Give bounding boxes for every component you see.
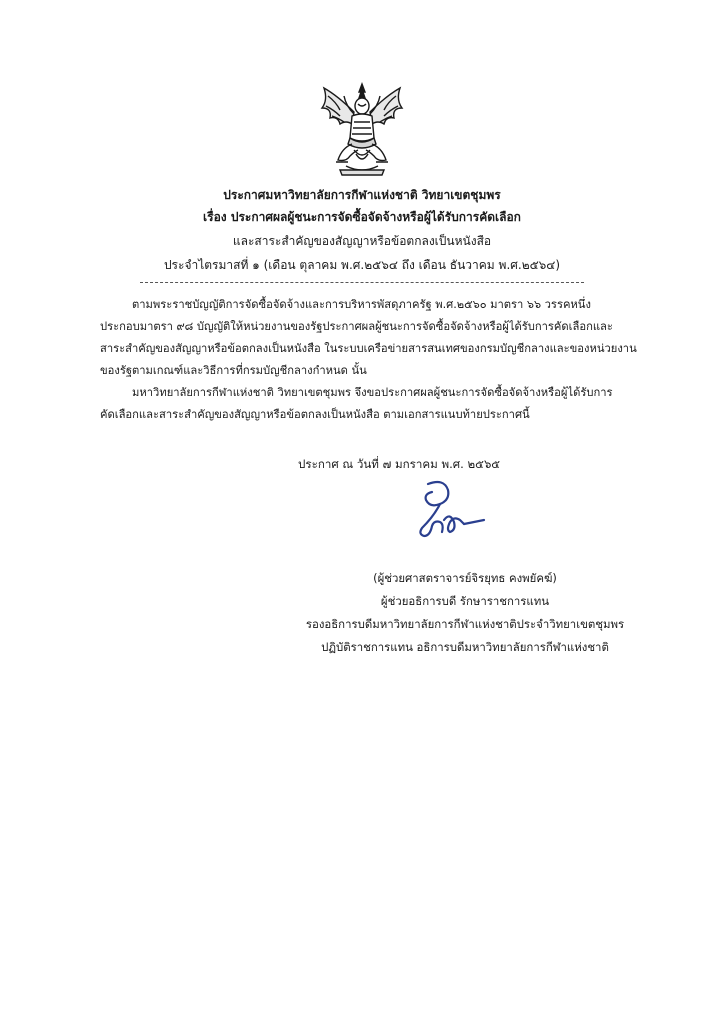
paragraph-line: คัดเลือกและสาระสำคัญของสัญญาหรือข้อตกลงเป็นหนังสือ ตามเอกสารแนบท้ายประกาศนี้ (100, 408, 530, 421)
signatory-title-2: รองอธิการบดีมหาวิทยาลัยการกีฬาแห่งชาติประจำวิทยาเขตชุมพร (305, 617, 625, 631)
announcement-title: ประกาศมหาวิทยาลัยการกีฬาแห่งชาติ วิทยาเขตชุมพร (223, 188, 501, 202)
announcement-subject: เรื่อง ประกาศผลผู้ชนะการจัดซื้อจัดจ้างหรือผู้ได้รับการคัดเลือก (203, 210, 521, 224)
signatory-title-3: ปฏิบัติราชการแทน อธิการบดีมหาวิทยาลัยการกีฬาแห่งชาติ (321, 640, 609, 654)
handwritten-signature (400, 476, 500, 544)
paragraph-line: สาระสำคัญของสัญญาหรือข้อตกลงเป็นหนังสือ ในระบบเครือข่ายสารสนเทศของกรมบัญชีกลางและของหน่วยงาน (100, 342, 637, 355)
announcement-quarter: ประจำไตรมาสที่ ๑ (เดือน ตุลาคม พ.ศ.๒๕๖๔ ถึง เดือน ธันวาคม พ.ศ.๒๕๖๔) (163, 258, 561, 272)
paragraph-line: ของรัฐตามเกณฑ์และวิธีการที่กรมบัญชีกลางกำหนด นั้น (100, 364, 367, 377)
separator-line (140, 282, 584, 283)
paragraph-line: ตามพระราชบัญญัติการจัดซื้อจัดจ้างและการบริหารพัสดุภาครัฐ พ.ศ.๒๕๖๐ มาตรา ๖๖ วรรคหนึ่ง (132, 298, 591, 311)
announcement-subject-cont: และสาระสำคัญของสัญญาหรือข้อตกลงเป็นหนังสือ (232, 234, 492, 248)
signatory-title-1: ผู้ช่วยอธิการบดี รักษาราชการแทน (380, 594, 550, 608)
paragraph-line: มหาวิทยาลัยการกีฬาแห่งชาติ วิทยาเขตชุมพร จึงขอประกาศผลผู้ชนะการจัดซื้อจัดจ้างหรือผู้ได้รับการ (132, 386, 613, 399)
signatory-name: (ผู้ช่วยศาสตราจารย์จิรยุทธ คงพยัคฆ์) (373, 571, 557, 585)
garuda-emblem-icon (318, 82, 406, 178)
paragraph-line: ประกอบมาตรา ๙๘ บัญญัติให้หน่วยงานของรัฐประกาศผลผู้ชนะการจัดซื้อจัดจ้างหรือผู้ได้รับการคัดเลือกและ (100, 320, 613, 333)
announce-date: ประกาศ ณ วันที่ ๗ มกราคม พ.ศ. ๒๕๖๕ (298, 457, 501, 471)
